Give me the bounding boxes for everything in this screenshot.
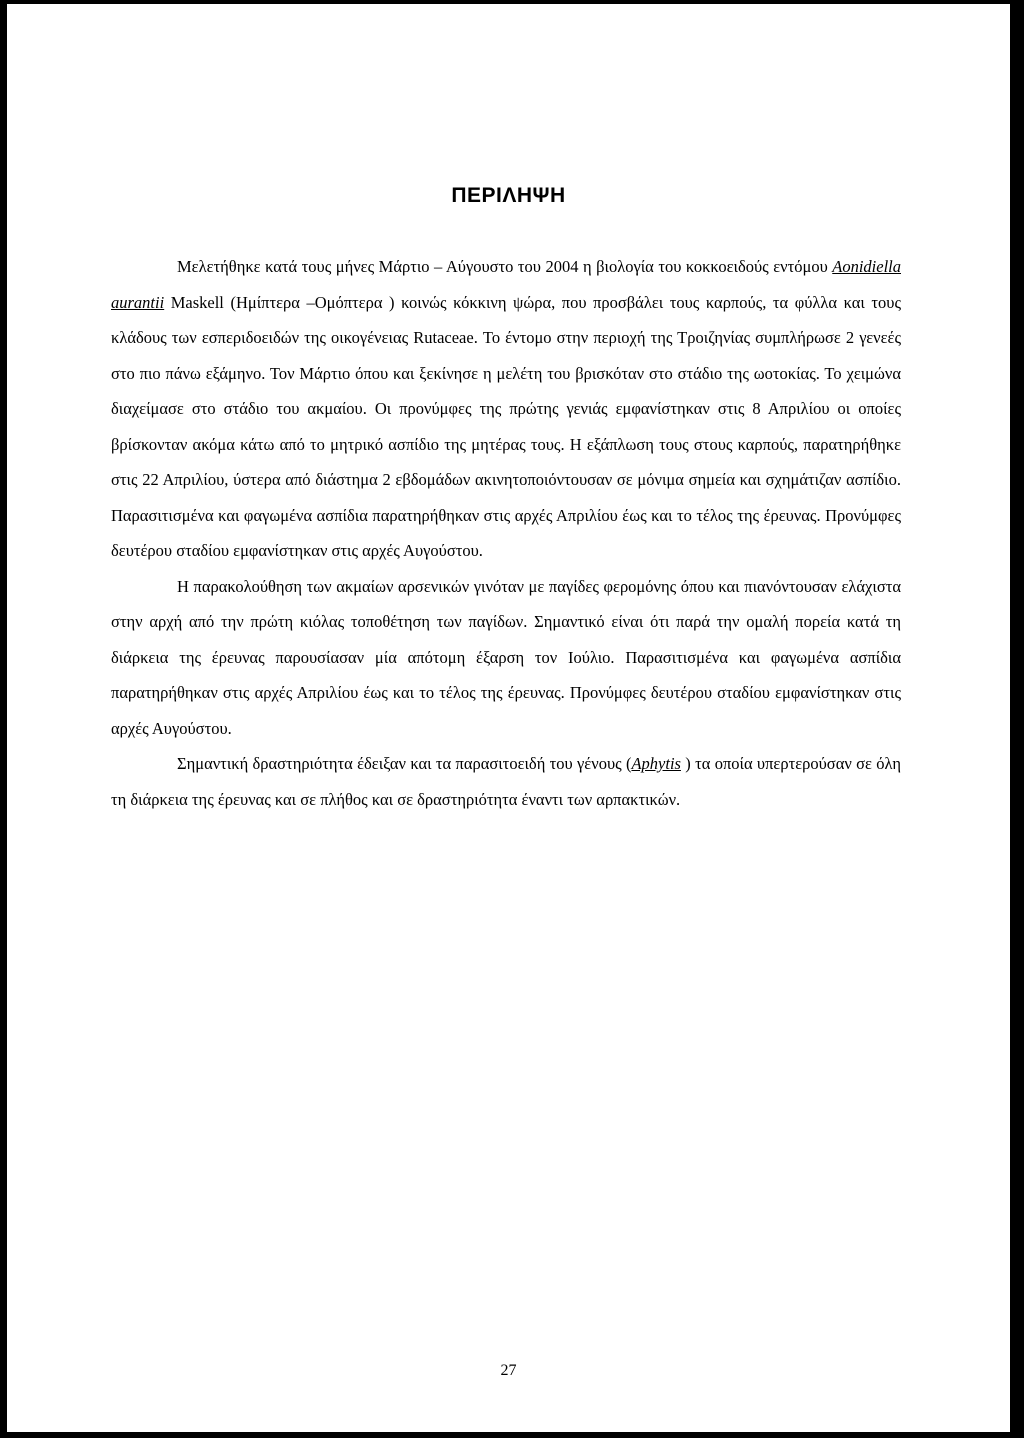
document-title: ΠΕΡΙΛΗΨΗ xyxy=(451,184,566,207)
paragraph-text: Maskell (Ημίπτερα –Ομόπτερα ) κοινώς κόκκινη ψώρα, που προσβάλει τους καρπούς, τα φύλλα και τους κλάδους των εσπεριδοειδών της οικογένειας Rutaceae. Το έντομο στην περιοχή της Τροιζηνίας συμπλήρωσε 2 γενεές στο πιο πάνω εξάμηνο. Τον Μάρτιο όπου και ξεκίνησε η μελέτη του βρισκόταν στο στάδιο της ωοτοκίας. Το χειμώνα διαχείμασε στο στάδιο του ακμαίου. Οι προνύμφες της πρώτης γενιάς εμφανίστηκαν στις 8 Απριλίου οι οποίες βρίσκονταν ακόμα κάτω από το μητρικό ασπίδιο της μητέρας τους. Η εξάπλωση τους στους καρπούς, παρατηρήθηκε στις 22 Απριλίου, ύστερα από διάστημα 2 εβδομάδων ακινητοποιόντουσαν σε μόνιμα σημεία και σχημάτιζαν ασπίδιο. Παρασιτισμένα και φαγωμένα ασπίδια παρατηρήθηκαν στις αρχές Απριλίου έως και το τέλος της έρευνας. Προνύμφες δευτέρου σταδίου εμφανίστηκαν στις αρχές Αυγούστου. xyxy=(111,292,901,560)
species-genus: Aonidiella xyxy=(832,257,901,276)
page-number: 27 xyxy=(500,1362,517,1379)
paragraph-text: ) τα οποία υπερτερούσαν σε όλη τη διάρκεια της έρευνας και σε πλήθος και σε δραστηριότητα έναντι των αρπακτικών. xyxy=(111,754,901,809)
summary-body xyxy=(111,249,901,817)
paragraph-monitoring xyxy=(111,569,901,747)
paragraph-text: Σημαντική δραστηριότητα έδειξαν και τα παρασιτοειδή του γένους ( xyxy=(177,754,632,773)
paragraph-text: Η παρακολούθηση των ακμαίων αρσενικών γινόταν με παγίδες φερομόνης όπου και πιανόντουσαν ελάχιστα στην αρχή από την πρώτη κιόλας τοποθέτηση των παγίδων. Σημαντικό είναι ότι παρά την ομαλή πορεία κατά τη διάρκεια της έρευνας παρουσίασαν μία απότομη έξαρση τον Ιούλιο. Παρασιτισμένα και φαγωμένα ασπίδια παρατηρήθηκαν στις αρχές Απριλίου έως και το τέλος της έρευνας. Προνύμφες δευτέρου σταδίου εμφανίστηκαν στις αρχές Αυγούστου. xyxy=(111,576,901,738)
paragraph-parasitoids xyxy=(111,746,901,817)
document-page xyxy=(7,4,1010,1432)
parasitoid-genus: Aphytis xyxy=(631,754,681,773)
paragraph-biology xyxy=(111,249,901,569)
paragraph-text: Μελετήθηκε κατά τους μήνες Μάρτιο – Αύγουστο του 2004 η βιολογία του κοκκοειδούς εντόμου xyxy=(177,257,833,276)
species-epithet: aurantii xyxy=(111,292,165,312)
